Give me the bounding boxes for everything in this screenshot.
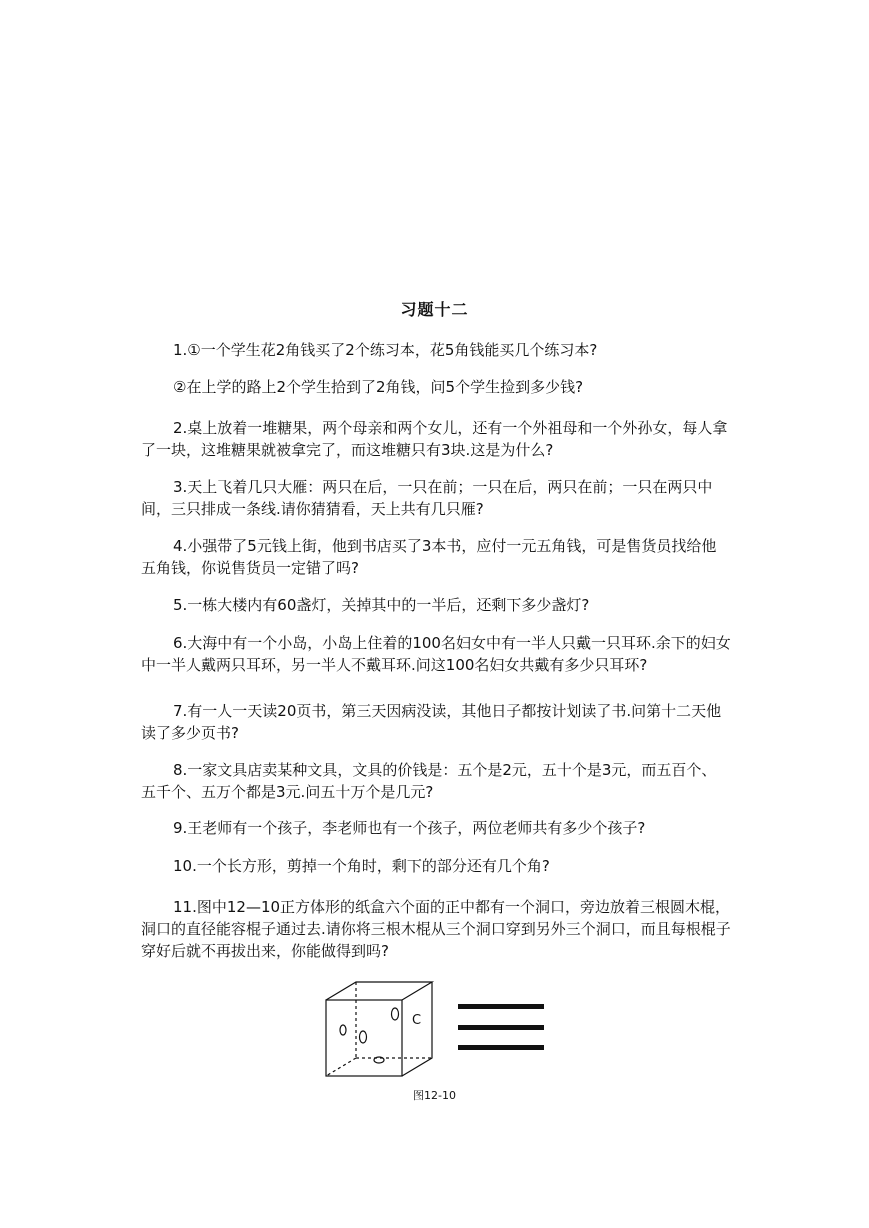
problem-11: 11.图中12—10正方体形的纸盒六个面的正中都有一个洞口，旁边放着三根圆木棍，洞口的直径能容棍子通过去.请你将三根木棍从三个洞口穿到另外三个洞口，而且每根棍子穿好后就不再拔出来，你能做得到吗?: [141, 898, 731, 960]
hole-left-icon: [340, 1025, 346, 1035]
problem-10: 10.一个长方形，剪掉一个角时，剩下的部分还有几个角?: [173, 857, 550, 875]
problem-1-part-1: 1.①一个学生花2角钱买了2个练习本，花5角钱能买几个练习本?: [173, 341, 598, 359]
problem-3: 3.天上飞着几只大雁：两只在后，一只在前；一只在后，两只在前；一只在两只中间，三只排成一条线.请你猜猜看，天上共有几只雁?: [141, 478, 713, 518]
stick-1: [458, 1004, 544, 1009]
problem-9: 9.王老师有一个孩子，李老师也有一个孩子，两位老师共有多少个孩子?: [173, 819, 646, 837]
stick-3: [458, 1045, 544, 1050]
problem-5: 5.一栋大楼内有60盏灯，关掉其中的一半后，还剩下多少盏灯?: [173, 596, 590, 614]
hole-front-icon: [360, 1031, 367, 1043]
hole-top-icon: [392, 1008, 399, 1020]
problem-8: 8.一家文具店卖某种文具，文具的价钱是：五个是2元，五十个是3元，而五百个、五千个、五万个都是3元.问五十万个是几元?: [141, 761, 717, 801]
hole-bottom-icon: [374, 1057, 384, 1063]
problem-2: 2.桌上放着一堆糖果，两个母亲和两个女儿，还有一个外祖母和一个外孙女，每人拿了一块，这堆糖果就被拿完了，而这堆糖只有3块.这是为什么?: [141, 419, 728, 459]
problem-4: 4.小强带了5元钱上街，他到书店买了3本书，应付一元五角钱，可是售货员找给他五角钱，你说售货员一定错了吗?: [141, 537, 717, 577]
cube-right-face: [402, 982, 432, 1076]
figure-caption: 图12-10: [413, 1089, 456, 1102]
stick-2: [458, 1025, 544, 1030]
cube-front-face: [326, 1000, 402, 1076]
cube-hidden-edges: [326, 982, 432, 1076]
figure-12-10: [316, 980, 556, 1080]
problem-6: 6.大海中有一个小岛，小岛上住着的100名妇女中有一半人只戴一只耳环.余下的妇女中一半人戴两只耳环，另一半人不戴耳环.问这100名妇女共戴有多少只耳环?: [141, 634, 731, 674]
three-sticks-icon: [458, 1004, 544, 1050]
cube-top-face: [326, 982, 432, 1000]
open-cube-with-holes-icon: [326, 982, 432, 1076]
hole-right-label: C: [412, 1013, 422, 1028]
problem-1-part-2: ②在上学的路上2个学生拾到了2角钱，问5个学生捡到多少钱?: [173, 378, 584, 396]
problem-7: 7.有一人一天读20页书，第三天因病没读，其他日子都按计划读了书.问第十二天他读了多少页书?: [141, 702, 722, 742]
page-title: 习题十二: [400, 300, 469, 319]
figure-svg: [316, 980, 556, 1080]
